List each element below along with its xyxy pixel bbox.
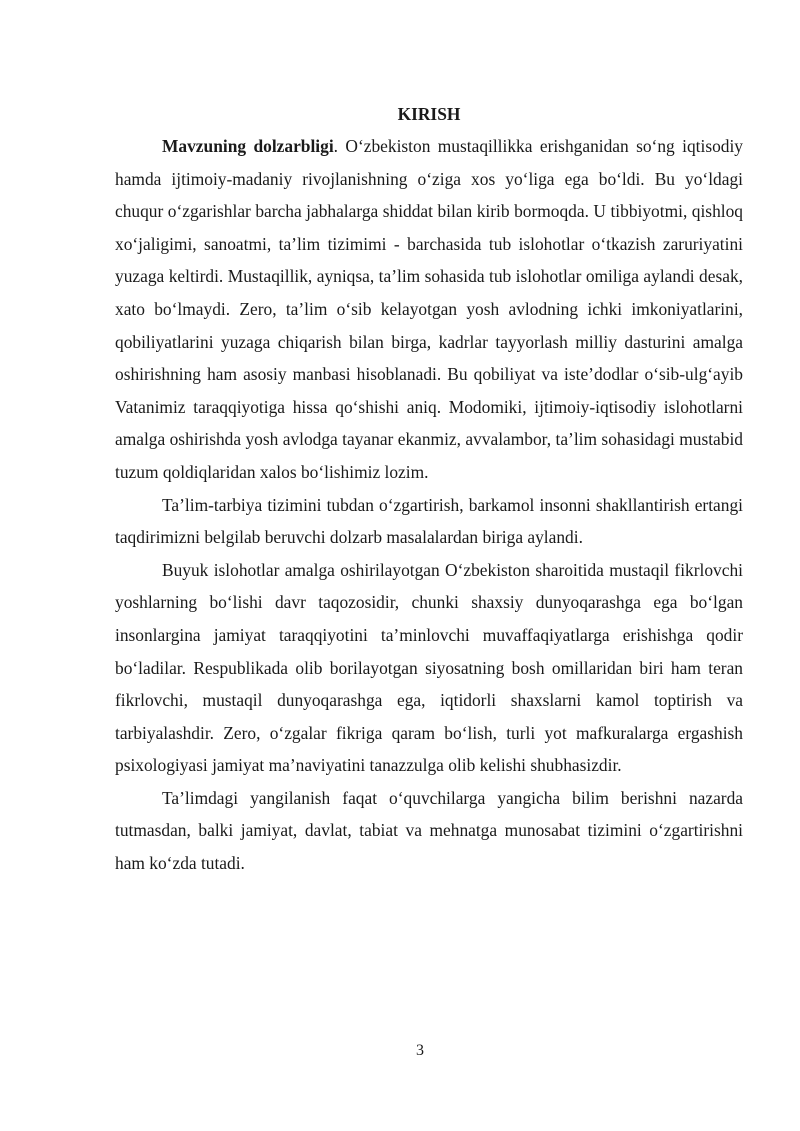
- document-body: [115, 98, 743, 880]
- paragraph-4: Ta’limdagi yangilanish faqat o‘quvchilarga yangicha bilim berishni nazarda tutmasdan, balki jamiyat, davlat, tabiat va mehnatga munosabat tizimini o‘zgartirishni ham ko‘zda tutadi.: [115, 787, 743, 874]
- section-heading: KIRISH: [397, 104, 461, 124]
- page-number: 3: [416, 1042, 424, 1059]
- paragraph-3: Buyuk islohotlar amalga oshirilayotgan O‘zbekiston sharoitida mustaqil fikrlovchi yoshlarning bo‘lishi davr taqozosidir, chunki shaxsiy dunyoqarashga ega bo‘lgan insonlargina jamiyat taraqqiyotini ta’minlovchi muvaffaqiyatlarga erishishga qodir bo‘ladilar. Respublikada olib borilayotgan siyosatning bosh omillaridan biri ham teran fikrlovchi, mustaqil dunyoqarashga ega, iqtidorli shaxslarni kamol toptirish va tarbiyalashdir. Zero, o‘zgalar fikriga qaram bo‘lish, turli yot mafkuralarga ergashish psixologiyasi jamiyat ma’naviyatini tanazzulga olib kelishi shubhasizdir.: [115, 559, 743, 776]
- paragraph-1-text: . O‘zbekiston mustaqillikka erishganidan so‘ng iqtisodiy hamda ijtimoiy-madaniy rivojlanishning o‘ziga xos yo‘liga ega bo‘ldi. Bu yo‘ldagi chuqur o‘zgarishlar barcha jabhalarga shiddat bilan kirib bormoqda. U tibbiyotmi, qishloq xo‘jaligimi, sanoatmi, ta’lim tizimimi - barchasida tub islohotlar o‘tkazish zaruriyatini yuzaga keltirdi. Mustaqillik, ayniqsa, ta’lim sohasida tub islohotlar omiliga aylandi desak, xato bo‘lmaydi. Zero, ta’lim o‘sib kelayotgan yosh avlodning ichki imkoniyatlarini, qobiliyatlarini yuzaga chiqarish bilan birga, kadrlar tayyorlash milliy dasturini amalga oshirishning ham asosiy manbasi hisoblanadi. Bu qobiliyat va iste’dodlar o‘sib-ulg‘ayib Vatanimiz taraqqiyotiga hissa qo‘shishi aniq. Modomiki, ijtimoiy-iqtisodiy islohotlarni amalga oshirishda yosh avlodga tayanar ekanmiz, avvalambor, ta’lim sohasidagi mustabid tuzum qoldiqlaridan xalos bo‘lishimiz lozim.: [115, 136, 743, 482]
- paragraph-1: [115, 130, 743, 489]
- paragraph-lead-bold: Mavzuning dolzarbligi: [162, 136, 334, 156]
- paragraph-2: Ta’lim-tarbiya tizimini tubdan o‘zgartirish, barkamol insonni shakllantirish ertangi taqdirimizni belgilab beruvchi dolzarb masalalardan biriga aylandi.: [115, 494, 743, 548]
